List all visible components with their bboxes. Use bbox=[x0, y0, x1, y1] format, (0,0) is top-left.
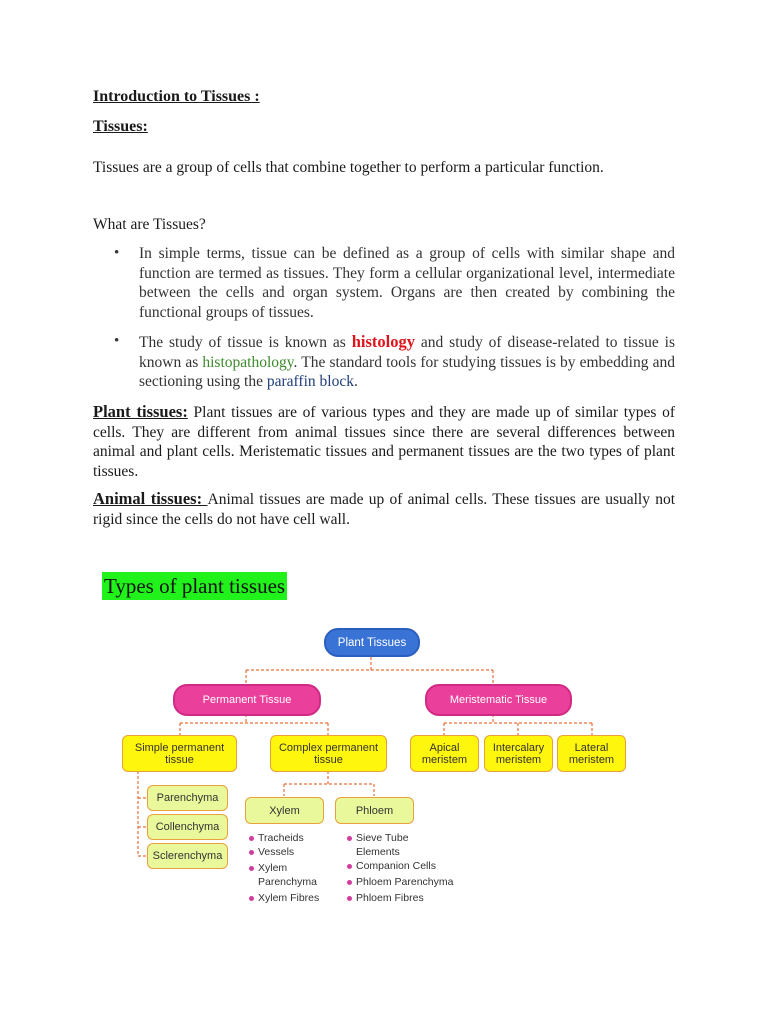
plant-tissues-label: Plant tissues: bbox=[93, 402, 188, 421]
xylem-list bbox=[248, 831, 330, 905]
plant-tissues-diagram bbox=[0, 620, 768, 920]
apical-meristem-node: Apical meristem bbox=[410, 735, 479, 772]
animal-tissues-paragraph bbox=[93, 489, 675, 529]
plant-tissues-text: Plant tissues are of various types and they are made up of similar types of cells. They are different from animal tissues since there are several differences between animal and plant cells. Meristematic tissues and permanent tissues are the two types of plant tissues. bbox=[93, 404, 676, 480]
xylem-node: Xylem bbox=[245, 797, 324, 824]
question-text: What are Tissues? bbox=[93, 216, 206, 233]
bullet-text-part: The study of tissue is known as bbox=[139, 334, 352, 351]
parenchyma-node: Parenchyma bbox=[147, 785, 228, 811]
complex-permanent-node: Complex permanent tissue bbox=[270, 735, 387, 772]
animal-tissues-text: Animal tissues are made up of animal cells. These tissues are usually not rigid since the cells do not have cell wall. bbox=[93, 491, 675, 528]
list-item: Tracheids bbox=[248, 831, 330, 845]
list-item: Companion Cells bbox=[346, 859, 461, 873]
meristematic-tissue-node: Meristematic Tissue bbox=[425, 684, 572, 716]
bullet-text: In simple terms, tissue can be defined as a group of cells with similar shape and function are termed as tissues. They form a cellular organizational level, intermediate between the cells and organ system. Organs are then created by combining the functional groups of tissues. bbox=[139, 245, 675, 321]
page-title: Introduction to Tissues : bbox=[93, 88, 260, 105]
list-item: Vessels bbox=[248, 845, 330, 859]
list-item bbox=[93, 244, 675, 322]
permanent-tissue-node: Permanent Tissue bbox=[173, 684, 321, 716]
collenchyma-node: Collenchyma bbox=[147, 814, 228, 840]
section-subtitle: Tissues: bbox=[93, 118, 148, 135]
simple-permanent-node: Simple permanent tissue bbox=[122, 735, 237, 772]
list-item: Sieve Tube Elements bbox=[346, 831, 418, 859]
bullet-text-part: . The standard tools for studying tissues is by embedding and sectioning using the bbox=[139, 353, 675, 390]
bullet-list bbox=[93, 244, 675, 402]
intro-paragraph: Tissues are a group of cells that combine together to perform a particular function. bbox=[93, 159, 604, 176]
list-item: Phloem Fibres bbox=[346, 891, 461, 905]
bullet-icon: • bbox=[114, 333, 120, 349]
paraffin-term: paraffin block bbox=[266, 373, 354, 390]
intercalary-meristem-node: Intercalary meristem bbox=[484, 735, 553, 772]
list-item: Xylem Fibres bbox=[248, 891, 330, 905]
list-item bbox=[93, 332, 675, 392]
plant-tissues-paragraph bbox=[93, 402, 675, 481]
histology-term: histology bbox=[351, 332, 415, 351]
list-item: Xylem Parenchyma bbox=[248, 861, 330, 889]
bullet-icon: • bbox=[114, 245, 120, 261]
plant-tissues-node: Plant Tissues bbox=[324, 628, 420, 657]
lateral-meristem-node: Lateral meristem bbox=[557, 735, 626, 772]
types-heading: Types of plant tissues bbox=[104, 574, 286, 598]
animal-tissues-label: Animal tissues: bbox=[93, 489, 208, 508]
list-item: Phloem Parenchyma bbox=[346, 875, 461, 889]
bullet-text-part: and study of disease-related to tissue is known as bbox=[139, 334, 675, 371]
phloem-node: Phloem bbox=[335, 797, 414, 824]
bullet-text-part: . bbox=[353, 373, 358, 390]
histopathology-term: histopathology bbox=[202, 353, 294, 371]
phloem-list bbox=[346, 831, 461, 905]
sclerenchyma-node: Sclerenchyma bbox=[147, 843, 228, 869]
